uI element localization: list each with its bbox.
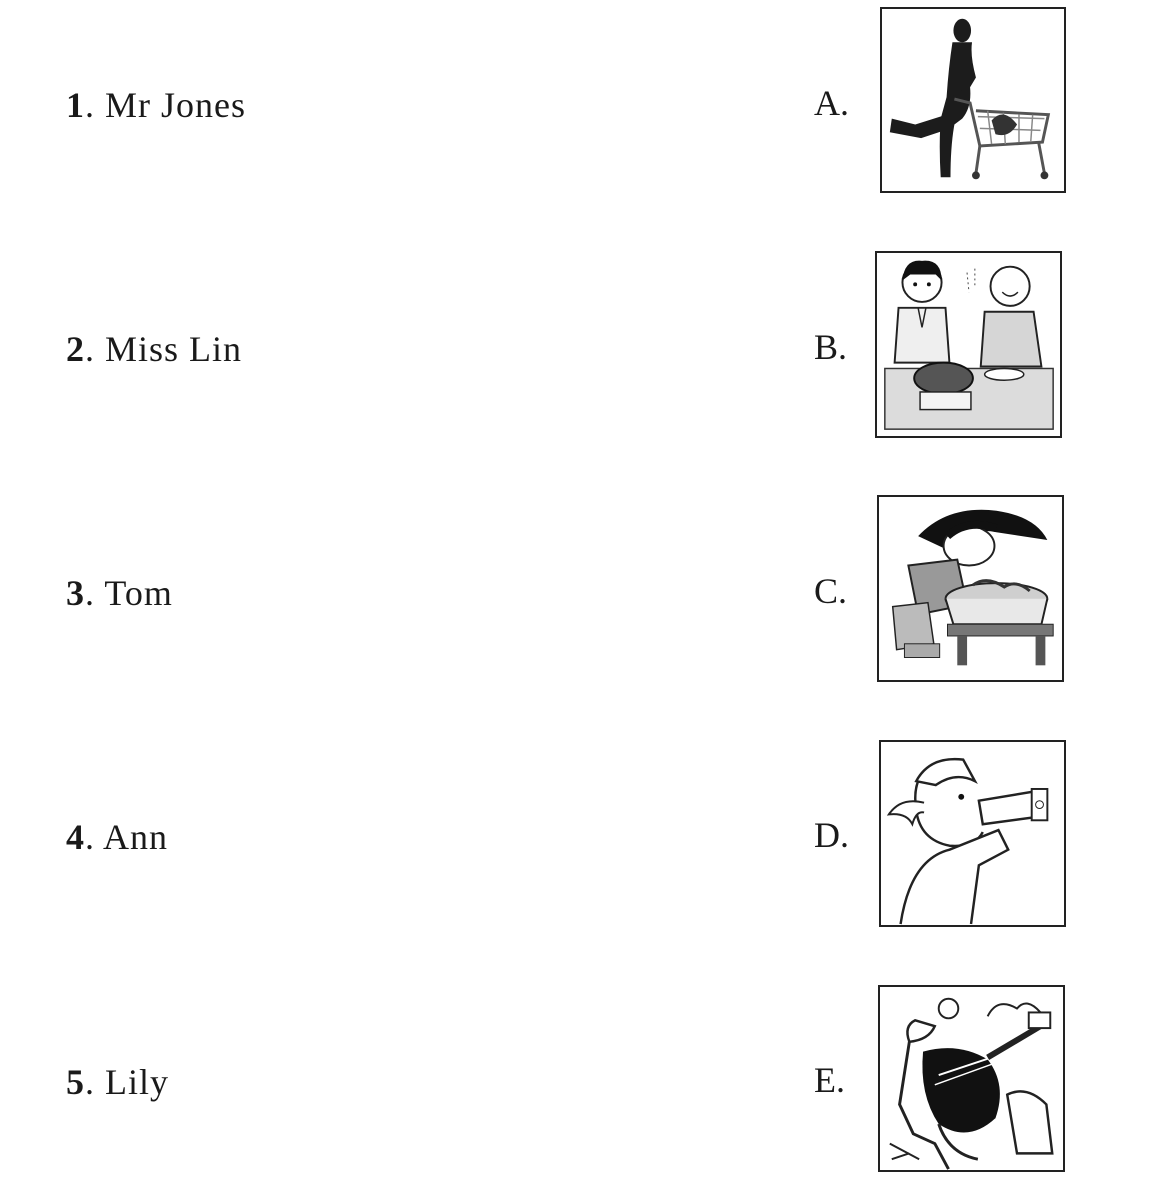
child-drinking-from-bottle-icon bbox=[879, 740, 1066, 927]
item-3: 3. Tom bbox=[66, 573, 173, 613]
item-name: Lily bbox=[105, 1062, 169, 1102]
item-name: Mr Jones bbox=[105, 85, 246, 125]
item-number: 3 bbox=[66, 573, 85, 613]
item-5: 5. Lily bbox=[66, 1062, 169, 1102]
girl-washing-clothes-icon bbox=[877, 495, 1064, 682]
item-4: 4. Ann bbox=[66, 817, 169, 857]
item-1: 1. Mr Jones bbox=[66, 85, 246, 125]
item-number: 1 bbox=[66, 85, 85, 125]
item-2: 2. Miss Lin bbox=[66, 329, 243, 369]
item-number: 2 bbox=[66, 329, 85, 369]
item-number: 4 bbox=[66, 817, 85, 857]
option-letter-a: A. bbox=[814, 83, 849, 123]
person-pushing-shopping-cart-icon bbox=[880, 7, 1066, 193]
two-boys-cooking-icon bbox=[875, 251, 1062, 438]
item-name: Miss Lin bbox=[105, 329, 243, 369]
item-name: Tom bbox=[104, 573, 173, 613]
item-name: Ann bbox=[103, 817, 169, 857]
option-letter-d: D. bbox=[814, 815, 849, 855]
option-letter-c: C. bbox=[814, 571, 848, 611]
item-number: 5 bbox=[66, 1062, 85, 1102]
person-playing-guitar-icon bbox=[878, 985, 1065, 1172]
option-letter-e: E. bbox=[814, 1060, 845, 1100]
option-letter-b: B. bbox=[814, 327, 848, 367]
